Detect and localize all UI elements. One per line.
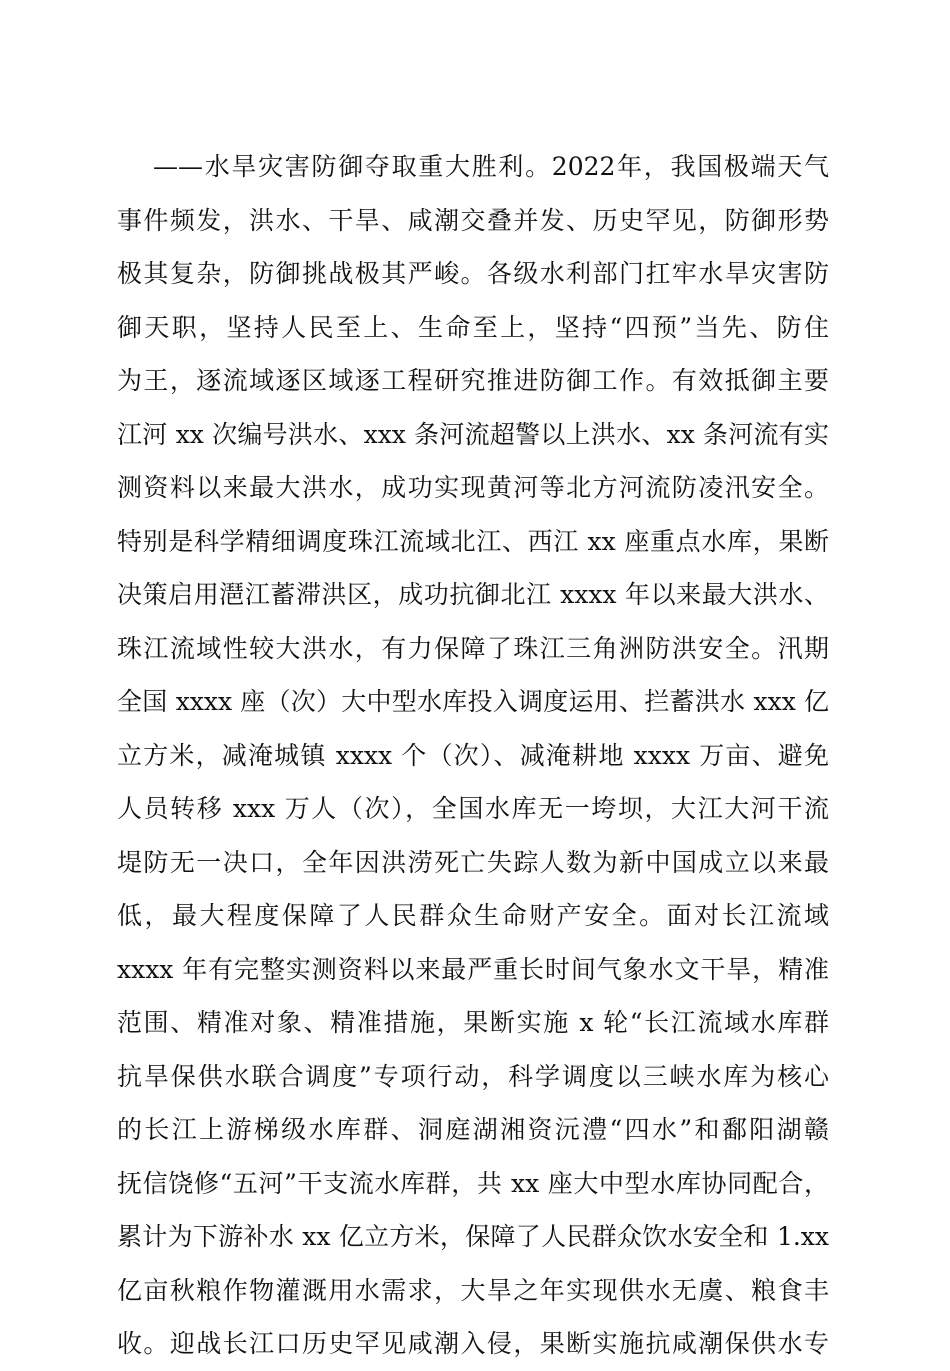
paragraph-line: ——水旱灾害防御夺取重大胜利。2022年，我国极端天气 [153, 152, 829, 181]
paragraph-line: xxxx 年有完整实测资料以来最严重长时间气象水文干旱，精准 [117, 954, 829, 984]
paragraph-line: 堤防无一决口，全年因洪涝死亡失踪人数为新中国成立以来最 [117, 847, 829, 877]
paragraph-line: 立方米，减淹城镇 xxxx 个（次）、减淹耕地 xxxx 万亩、避免 [117, 740, 829, 770]
paragraph-line: 全国 xxxx 座（次）大中型水库投入调度运用、拦蓄洪水 xxx 亿 [117, 687, 829, 716]
paragraph-line: 抗旱保供水联合调度”专项行动，科学调度以三峡水库为核心 [117, 1061, 829, 1091]
paragraph-line: 亿亩秋粮作物灌溉用水需求，大旱之年实现供水无虞、粮食丰 [117, 1275, 829, 1305]
paragraph-line: 御天职，坚持人民至上、生命至上，坚持“四预”当先、防住 [117, 312, 829, 342]
paragraph-line: 测资料以来最大洪水，成功实现黄河等北方河流防凌汛安全。 [117, 473, 829, 502]
paragraph-line: 珠江流域性较大洪水，有力保障了珠江三角洲防洪安全。汛期 [117, 633, 829, 663]
paragraph-line: 范围、精准对象、精准措施，果断实施 x 轮“长江流域水库群 [117, 1008, 829, 1037]
paragraph-line: 特别是科学精细调度珠江流域北江、西江 xx 座重点水库，果断 [117, 526, 829, 556]
paragraph-line: 江河 xx 次编号洪水、xxx 条河流超警以上洪水、xx 条河流有实 [117, 419, 829, 449]
paragraph-line: 的长江上游梯级水库群、洞庭湖湘资沅澧“四水”和鄱阳湖赣 [117, 1115, 829, 1144]
paragraph-line: 收。迎战长江口历史罕见咸潮入侵，果断实施抗咸潮保供水专 [117, 1329, 829, 1358]
paragraph-line: 抚信饶修“五河”干支流水库群，共 xx 座大中型水库协同配合， [117, 1168, 829, 1198]
paragraph-line: 极其复杂，防御挑战极其严峻。各级水利部门扛牢水旱灾害防 [117, 259, 829, 288]
body-paragraph [117, 140, 829, 1371]
paragraph-line: 事件频发，洪水、干旱、咸潮交叠并发、历史罕见，防御形势 [117, 205, 829, 235]
paragraph-line: 低，最大程度保障了人民群众生命财产安全。面对长江流域 [117, 901, 829, 930]
paragraph-line: 为王，逐流域逐区域逐工程研究推进防御工作。有效抵御主要 [117, 366, 829, 395]
paragraph-line: 人员转移 xxx 万人（次），全国水库无一垮坝，大江大河干流 [117, 794, 829, 823]
paragraph-line: 累计为下游补水 xx 亿立方米，保障了人民群众饮水安全和 1.xx [117, 1222, 829, 1251]
paragraph-line: 决策启用潖江蓄滞洪区，成功抗御北江 xxxx 年以来最大洪水、 [117, 580, 829, 609]
